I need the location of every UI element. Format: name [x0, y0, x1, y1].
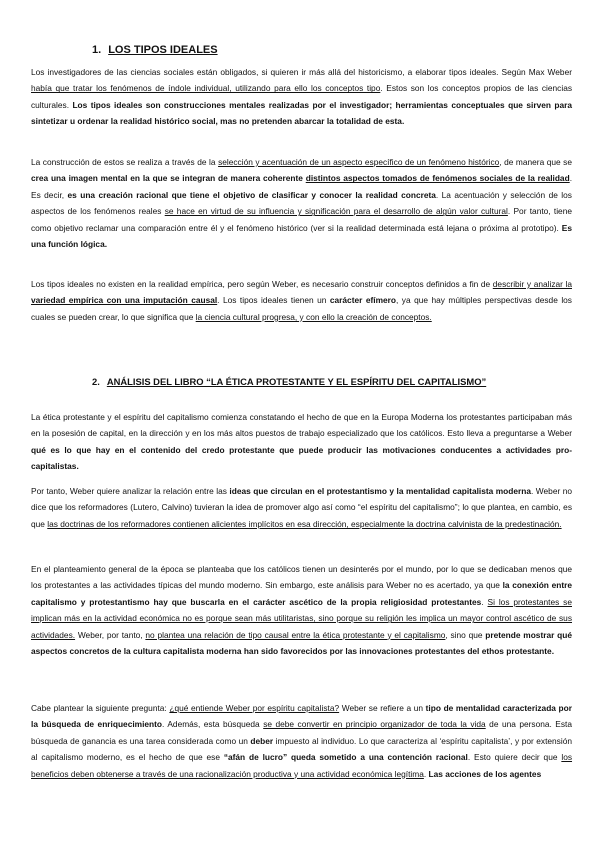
section-2-number: 2. — [92, 376, 100, 387]
section-2-title: ANÁLISIS DEL LIBRO “LA ÉTICA PROTESTANTE Y EL ESPÍRITU DEL CAPITALISMO” — [106, 376, 487, 387]
section-1-paragraph-1: Los investigadores de las ciencias sociales están obligados, si quieren ir más allá del historicismo, a elaborar tipos ideales. Según Max Weber había que tratar los fenómenos de índole individual, utilizando para ello los conceptos tipo. Estos son los conceptos propios de las ciencias culturales. Los tipos ideales son construcciones mentales realizadas por el investigador; herramientas conceptuales que sirven para sintetizar u ordenar la realidad histórico social, mas no pretenden abarcar la totalidad de esta. — [31, 67, 573, 127]
section-2-paragraph-1: La ética protestante y el espíritu del capitalismo comienza constatando el hecho de que en la Europa Moderna los protestantes participaban más en la posesión de capital, en la dirección y en los más altos puestos de trabajo especializado que los católicos. Esto lleva a preguntarse a Weber qué es lo que hay en el contenido del credo protestante que puede producir las motivaciones conducentes a actividades pro-capitalistas. — [31, 412, 572, 472]
section-1-paragraph-3: Los tipos ideales no existen en la realidad empírica, pero según Weber, es necesario construir conceptos definidos a fin de describir y analizar la variedad empírica con una imputación causal. Los tipos ideales tienen un carácter efímero, ya que hay múltiples perspectivas desde los cuales se pueden crear, lo que significa que la ciencia cultural progresa, y con ello la creación de conceptos. — [31, 279, 572, 322]
section-2-paragraph-3: En el planteamiento general de la época se planteaba que los católicos tienen un desinterés por el mundo, por lo que se dedicaban menos que los protestantes a las actividades típicas del mundo moderno. Sin embargo, este análisis para Weber no es acertado, ya que la conexión entre capitalismo y protestantismo hay que buscarla en el carácter ascético de la propia religiosidad protestantes. Si los protestantes se implican más en la actividad económica no es porque sean más utilitaristas, sino porque su religión les implica un mayor control ascético de sus actividades. Weber, por tanto, no plantea una relación de tipo causal entre la ética protestante y el capitalismo, sino que pretende mostrar qué aspectos concretos de la cultura capitalista moderna han sido favorecidos por las innovaciones protestantes del ethos protestante. — [31, 564, 573, 657]
section-1-number: 1. — [92, 44, 102, 56]
section-1-title: LOS TIPOS IDEALES — [108, 44, 218, 56]
section-1-paragraph-2: La construcción de estos se realiza a través de la selección y acentuación de un aspecto específico de un fenómeno histórico, de manera que se crea una imagen mental en la que se integran de manera coherente distintos aspectos tomados de fenómenos sociales de la realidad. Es decir, es una creación racional que tiene el objetivo de clasificar y conocer la realidad concreta. La acentuación y selección de los aspectos de los fenómenos reales se hace en virtud de su influencia y significación para el desarrollo de algún valor cultural. Por tanto, tiene como objetivo reclamar una comparación entre él y el fenómeno histórico (ver si la realidad determinada está lejana o próxima al prototipo). Es una función lógica. — [31, 157, 573, 250]
section-2-paragraph-4: Cabe plantear la siguiente pregunta: ¿qué entiende Weber por espíritu capitalista? Weber se refiere a un tipo de mentalidad caracterizada por la búsqueda de enriquecimiento. Además, esta búsqueda se debe convertir en principio organizador de toda la vida de una persona. Esta búsqueda de ganancia es una tarea considerada como un deber impuesto al individuo. Lo que caracteriza al ‘espíritu capitalista’, y por extensión al capitalismo moderno, es el hecho de que ese “afán de lucro” queda sometido a una contención racional. Esto quiere decir que los beneficios deben obtenerse a través de una racionalización productiva y una actividad económica legítima. Las acciones de los agentes — [31, 703, 573, 779]
section-2-heading — [92, 376, 486, 387]
section-2-paragraph-2: Por tanto, Weber quiere analizar la relación entre las ideas que circulan en el protestantismo y la mentalidad capitalista moderna. Weber no dice que los reformadores (Lutero, Calvino) tuvieran la idea de promover algo así como “el espíritu del capitalismo”; lo que plantea, en cambio, es que las doctrinas de los reformadores contienen alicientes implícitos en esa dirección, especialmente la doctrina calvinista de la predestinación. — [31, 486, 572, 529]
section-1-heading — [92, 44, 218, 56]
